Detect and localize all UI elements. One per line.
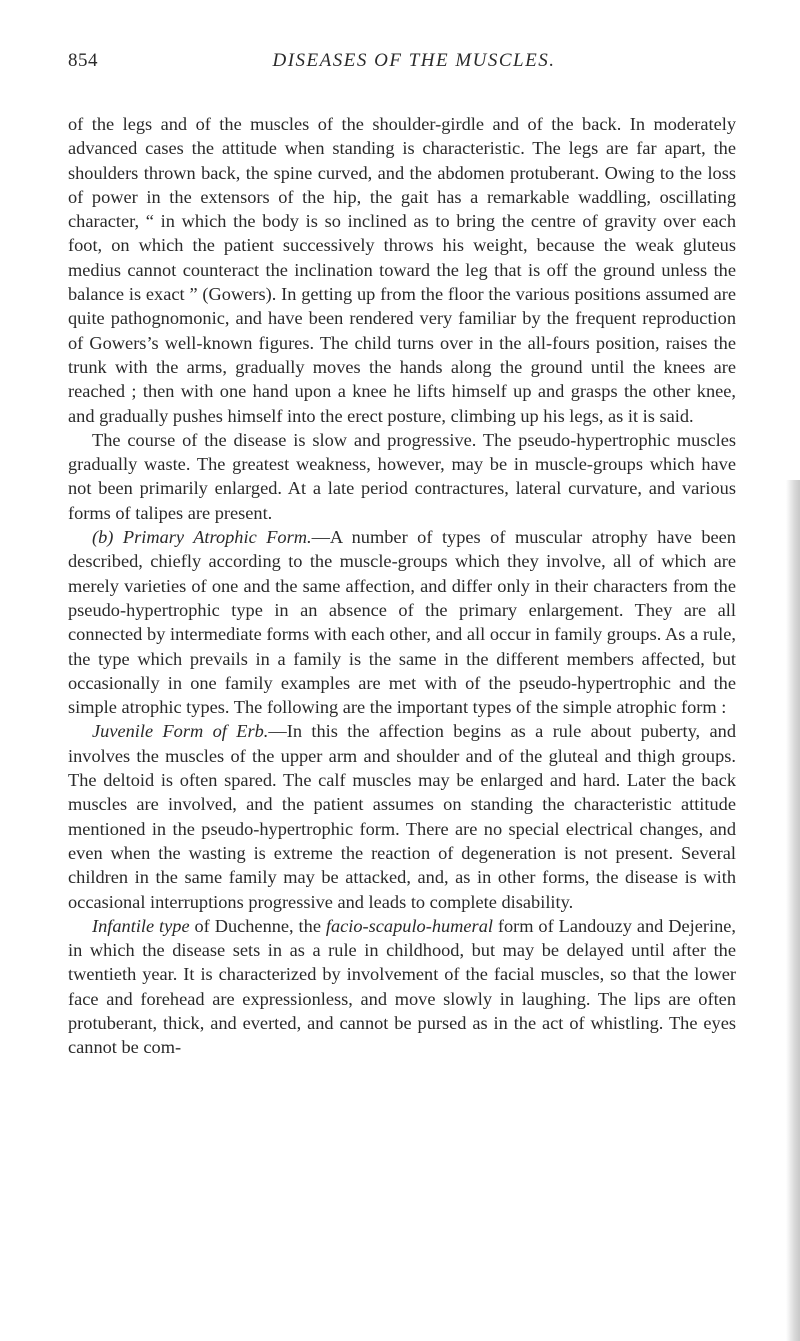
paragraph-course: The course of the disease is slow and progressive. The pseudo-hypertrophic muscles gradually waste. The greatest weakness, however, may be in muscle-groups which have not been primarily enlarged. At a late period contractures, lateral curvature, and various forms of talipes are present. xyxy=(68,429,736,523)
paragraph-infantile-type xyxy=(68,914,736,1060)
page-number: 854 xyxy=(68,50,98,71)
paragraph-infantile-text-b: form of Landouzy and Dejerine, in which the disease sets in as a rule in childhood, but may be delayed until after the twentieth year. It is characterized by involvement of the facial muscles, so that the lower face and forehead are expressionless, and move slowly in laughing. The lips are often protuberant, thick, and everted, and cannot be pursed as in the act of whistling. The eyes cannot be com- xyxy=(68,915,736,1058)
section-label-primary-atrophic: (b) Primary Atrophic Form. xyxy=(92,527,312,548)
section-label-infantile-type: Infantile type xyxy=(92,915,190,936)
page-header xyxy=(68,50,736,80)
running-title: DISEASES OF THE MUSCLES. xyxy=(272,50,556,71)
paragraph-primary-atrophic-text: —A number of types of muscular atrophy have been described, chiefly according to the muscle-groups which they involve, all of which are merely varieties of one and the same affection, and differ only in their characters from the pseudo-hypertrophic type in an absence of the primary enlargement. They are all connected by intermediate forms with each other, and all occur in family groups. As a rule, the type which prevails in a family is the same in the different members affected, but occasionally in one family examples are met with of the pseudo-hypertrophic and the simple atrophic types. The following are the important types of the simple atrophic form : xyxy=(68,527,736,718)
paragraph-gait: of the legs and of the muscles of the shoulder-girdle and of the back. In moderately advanced cases the attitude when standing is characteristic. The legs are far apart, the shoulders thrown back, the spine curved, and the abdomen protuberant. Owing to the loss of power in the extensors of the hip, the gait has a remarkable waddling, oscillating character, “ in which the body is so inclined as to bring the centre of gravity over each foot, on which the patient successively throws his weight, because the weak gluteus medius cannot counteract the inclination toward the leg that is off the ground unless the balance is exact ” (Gowers). In getting up from the floor the various positions assumed are quite pathognomonic, and have been rendered very familiar by the frequent reproduction of Gowers’s well-known figures. The child turns over in the all-fours position, raises the trunk with the arms, gradually moves the hands along the ground until the knees are reached ; then with one hand upon a knee he lifts himself up and grasps the other knee, and gradually pushes himself into the erect posture, climbing up his legs, as it is said. xyxy=(68,114,736,426)
term-facio-scapulo-humeral: facio-scapulo-humeral xyxy=(325,915,493,936)
paragraph-infantile-text-a: of Duchenne, the xyxy=(189,915,326,936)
paragraph-juvenile-form-text: —In this the affection begins as a rule about puberty, and involves the muscles of the upper arm and shoulder and of the gluteal and thigh groups. The deltoid is often spared. The calf muscles may be enlarged and hard. Later the back muscles are involved, and the patient assumes on standing the characteristic attitude mentioned in the pseudo-hypertrophic form. There are no special electrical changes, and even when the wasting is extreme the reaction of degeneration is not present. Several children in the same family may be attacked, and, as in other forms, the disease is with occasional interruptions progressive and leads to complete disability. xyxy=(68,721,737,912)
page-edge-shadow xyxy=(786,480,800,1341)
section-label-juvenile-form: Juvenile Form of Erb. xyxy=(92,721,269,742)
body-text xyxy=(68,112,736,1060)
paragraph-primary-atrophic xyxy=(68,525,736,719)
paragraph-juvenile-form xyxy=(68,719,736,913)
